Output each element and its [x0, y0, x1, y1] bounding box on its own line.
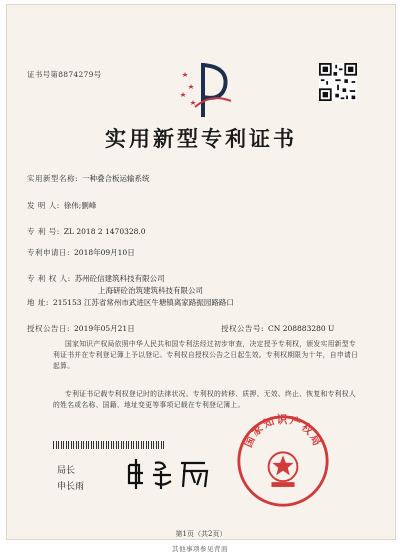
field-label: 实用新型名称: — [27, 174, 79, 183]
director-title: 局长 — [57, 466, 76, 476]
certificate-page — [6, 4, 396, 540]
grant-number-value: CN 208883280 U — [268, 324, 335, 333]
field-utility-model-name — [27, 173, 150, 184]
field-value: 2018年09月10日 — [74, 248, 135, 257]
footer-note: 其他事项参见背面 — [172, 545, 228, 553]
certificate-title: 实用新型专利证书 — [105, 126, 297, 151]
field-label: 发 明 人: — [27, 201, 60, 210]
field-label: 专 利 权 人: — [27, 274, 71, 283]
field-value: ZL 2018 2 1470328.0 — [63, 227, 146, 236]
field-label: 专利申请日: — [27, 248, 71, 257]
certificate-paragraph-2: 专利证书记载专利权登记时的法律状况。专利权的转移、质押、无效、终止、恢复和专利权人的姓名或名称、国籍、地址变更等事项记载在专利登记簿上。 — [53, 390, 356, 409]
field-value: 一种叠合板运输系统 — [82, 174, 150, 183]
qr-code-icon — [319, 63, 357, 101]
grant-number-label: 授权公告号: — [221, 324, 265, 333]
page-number: 第1页（共2页） — [175, 530, 227, 538]
field-address — [27, 297, 234, 308]
field-inventor — [27, 200, 96, 211]
field-patentee-2 — [94, 285, 203, 296]
svg-text:国家知识产权局: 国家知识产权局 — [242, 414, 324, 450]
director-name: 申长雨 — [57, 482, 85, 492]
field-label: 地 址: — [27, 298, 49, 307]
field-patentee — [27, 273, 165, 284]
field-value: 上海研砼治筑建筑科技有限公司 — [98, 286, 203, 295]
field-patent-number — [27, 226, 146, 237]
grant-number — [221, 323, 334, 334]
director-signature — [125, 457, 215, 491]
patent-office-logo — [173, 57, 237, 123]
field-application-date — [27, 247, 135, 258]
certificate-paragraph-1: 国家知识产权局依照中华人民共和国专利法经过初步审查，决定授予专利权，颁发实用新型专利证书并在专利登记簿上予以登记。专利权自授权公告之日起生效。专利权期限为十年，自申请日起算。 — [53, 340, 359, 370]
field-value: 苏州砼信建筑科技有限公司 — [74, 274, 165, 283]
field-value: 徐伟;劉峰 — [63, 201, 97, 210]
field-label: 专 利 号: — [27, 227, 60, 236]
grant-date — [27, 323, 135, 334]
certificate-number: 证书号第8874279号 — [27, 70, 102, 79]
grant-date-value: 2019年05月21日 — [74, 324, 135, 333]
barcode — [53, 441, 165, 449]
field-value: 215153 江苏省常州市武进区牛塘镇离家路振园路路口 — [52, 298, 234, 307]
grant-date-label: 授权公告日: — [27, 324, 71, 333]
official-seal — [235, 413, 331, 509]
